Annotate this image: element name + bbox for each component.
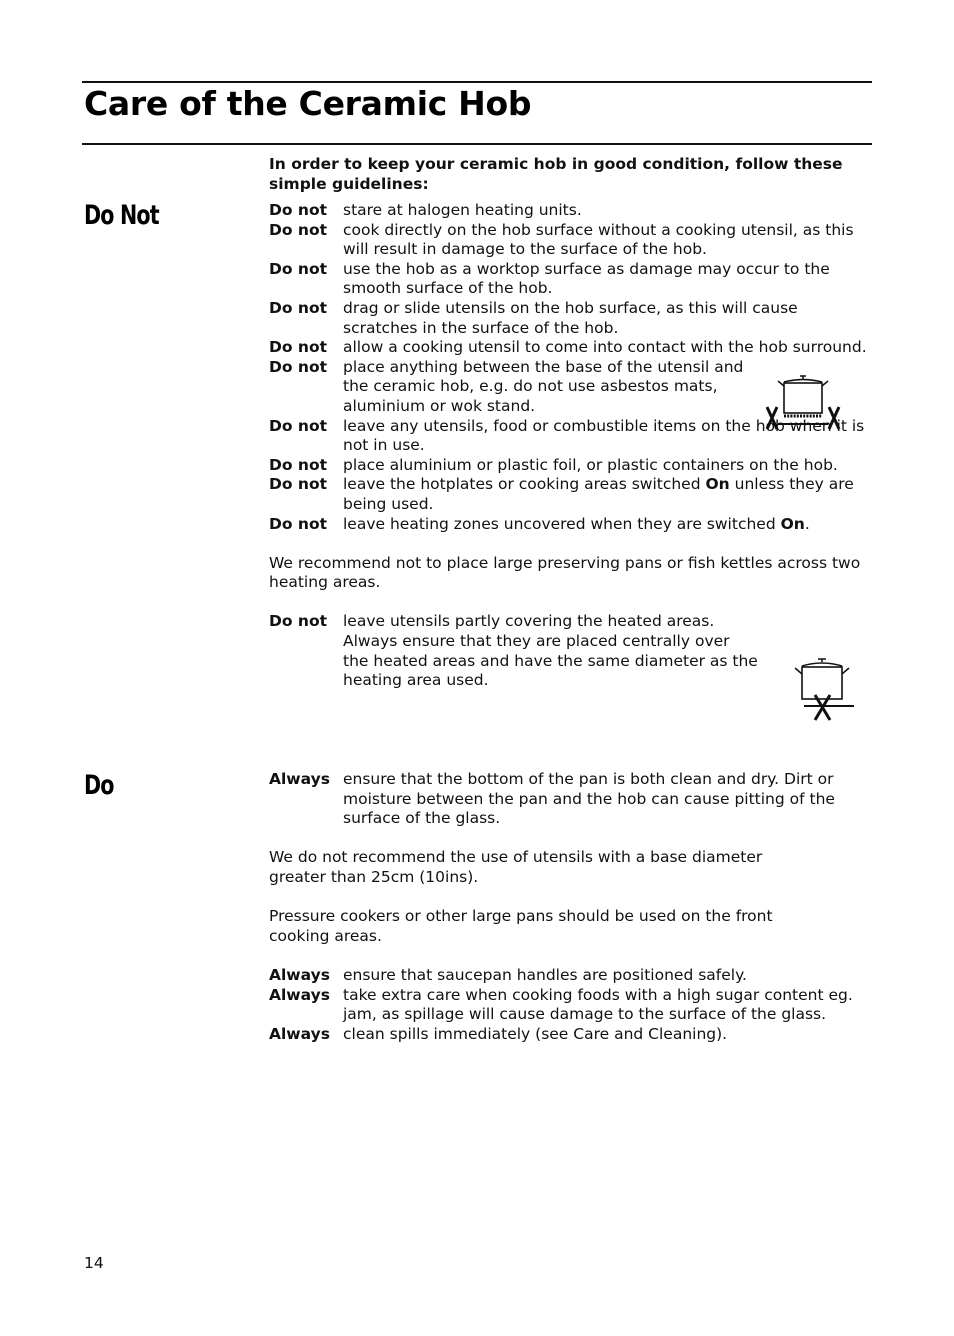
page-title: Care of the Ceramic Hob [84,84,532,123]
do-not-text: cook directly on the hob surface without a cooking utensil, as this will result in damage to the surface of the hob. [343,220,854,259]
list-item [269,770,869,829]
do-not-keyword: Do not [269,455,328,474]
do-not-keyword: Do not [269,475,328,494]
list-item [269,260,869,299]
do-not-text: place aluminium or plastic foil, or plastic containers on the hob. [343,455,838,474]
do-not-keyword: Do not [269,357,328,376]
do-not-keyword: Do not [269,298,328,317]
always-keyword: Always [269,1024,330,1043]
do-list [269,770,869,1044]
text-part: . [804,514,810,533]
pan-offcentre-cross-icon [792,656,858,724]
intro-text: In order to keep your ceramic hob in good condition, follow these simple guidelines: [269,155,843,193]
list-item [269,515,869,535]
pressure-cooker-text: Pressure cookers or other large pans should be used on the front cooking areas. [269,907,773,945]
do-not-text: leave any utensils, food or combustible items on the hob when it is not in use. [343,416,865,455]
list-item [269,201,869,221]
always-keyword: Always [269,770,330,788]
do-not-heading: Do Not [84,200,159,231]
always-keyword: Always [269,985,330,1004]
always-text: take extra care when cooking foods with a high sugar content eg. jam, as spillage will cause damage to the surface of the glass. [343,985,853,1024]
do-not-text: leave utensils partly covering the heated areas. Always ensure that they are placed centrally over the heated areas and have the same diameter as the heating area used. [343,612,758,690]
on-word: On [780,514,805,533]
list-item [269,299,869,338]
do-not-text [343,475,869,514]
always-text: ensure that saucepan handles are positioned safely. [343,965,747,984]
list-item [269,475,869,514]
diameter-text: We do not recommend the use of utensils with a base diameter greater than 25cm (10ins). [269,848,763,886]
do-heading: Do [84,770,114,801]
always-keyword: Always [269,965,330,984]
top-rule [82,81,872,83]
do-not-keyword: Do not [269,220,328,239]
do-not-keyword: Do not [269,201,328,219]
text-part: leave the hotplates or cooking areas switched [343,475,701,494]
do-not-keyword: Do not [269,612,328,631]
list-item [269,456,869,476]
list-item [269,221,869,260]
do-not-text: stare at halogen heating units. [343,201,582,219]
title-rule [82,143,872,145]
do-not-keyword: Do not [269,416,328,435]
on-word: On [705,475,730,494]
do-not-text: drag or slide utensils on the hob surface, as this will cause scratches in the surface of the hob. [343,298,798,337]
page-number: 14 [84,1254,104,1272]
do-not-text: allow a cooking utensil to come into contact with the hob surround. [343,338,867,357]
do-not-text [343,515,869,535]
always-text: clean spills immediately (see Care and Cleaning). [343,1024,728,1043]
do-not-text: use the hob as a worktop surface as damage may occur to the smooth surface of the hob. [343,259,830,298]
do-not-keyword: Do not [269,514,328,533]
do-not-list [269,201,869,691]
recommend-text: We recommend not to place large preserving pans or fish kettles across two heating areas. [269,553,861,592]
text-part: leave heating zones uncovered when they are switched [343,514,776,533]
text-part: unless they are being used. [343,475,854,513]
list-item [269,966,869,986]
do-not-text: place anything between the base of the utensil and the ceramic hob, e.g. do not use asbestos mats, aluminium or wok stand. [343,357,744,415]
pan-on-stand-cross-icon [764,374,848,434]
do-not-keyword: Do not [269,259,328,278]
list-item [269,338,869,358]
list-item [269,1025,869,1045]
list-item [269,612,869,690]
do-not-keyword: Do not [269,338,328,357]
always-text: ensure that the bottom of the pan is both clean and dry. Dirt or moisture between the pan and the hob can cause pitting of the surface of the glass. [343,770,835,828]
list-item [269,986,869,1025]
